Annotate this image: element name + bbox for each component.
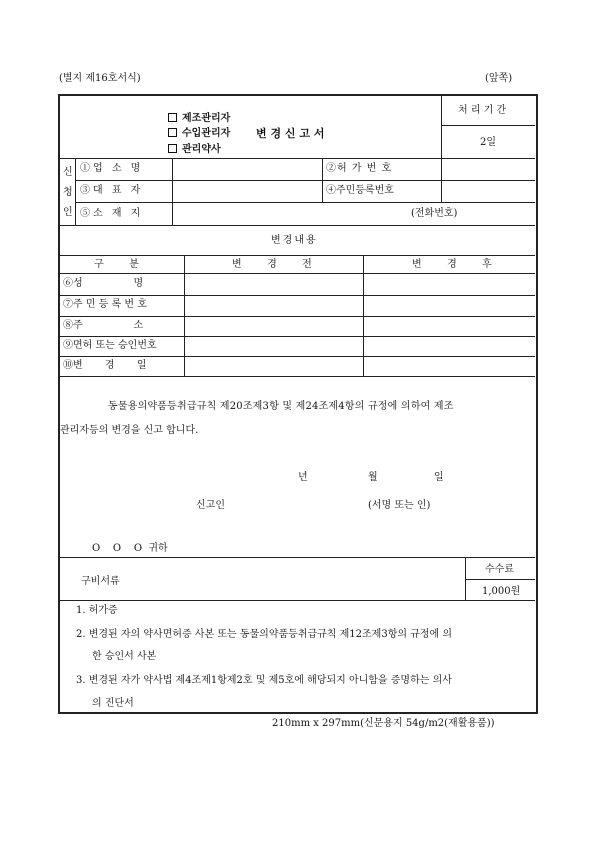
- document-item-2-continued: 한 승인서 사본: [92, 651, 157, 662]
- column-header-before: 변 경 전: [232, 259, 312, 270]
- before-field-license-number[interactable]: [185, 337, 362, 355]
- reporter-label: 신고인: [196, 500, 225, 511]
- row-label-change-date: ⑩변 경 일: [63, 360, 147, 371]
- applicant-side-label-2: 청: [63, 187, 73, 198]
- after-field-change-date[interactable]: [364, 357, 534, 375]
- statement-line-1: 동물용의약품등취급규칙 제20조제3항 및 제24조제4항의 규정에 의하여 제조: [108, 401, 454, 412]
- date-year-label: 년: [298, 472, 308, 483]
- row-label-resident-number: ⑦주 민 등 록 번 호: [63, 299, 147, 310]
- fee-value: 1,000원: [482, 586, 521, 597]
- representative-field[interactable]: [173, 181, 321, 201]
- before-field-name[interactable]: [185, 274, 362, 294]
- license-number-field[interactable]: [442, 159, 534, 179]
- row-label-license-number: ⑨면허 또는 승인번호: [63, 340, 157, 351]
- documents-label: 구비서류: [81, 576, 120, 587]
- processing-period-label: 처 리 기 간: [458, 105, 507, 116]
- column-header-after: 변 경 후: [412, 259, 492, 270]
- after-field-resident-number[interactable]: [364, 296, 534, 315]
- address-label: ⑤소 재 지: [80, 208, 144, 219]
- before-field-change-date[interactable]: [185, 357, 362, 375]
- checkbox-icon[interactable]: [168, 113, 177, 122]
- fee-label: 수수료: [485, 564, 514, 575]
- form-number: (별지 제16호서식): [59, 73, 141, 84]
- row-label-name: ⑥성 명: [63, 278, 144, 289]
- option-pharmacist-manager[interactable]: 관리약사: [168, 144, 221, 155]
- document-item-1: 1. 허가증: [76, 605, 118, 616]
- before-field-address[interactable]: [185, 317, 362, 335]
- business-name-label: ①업 소 명: [80, 163, 144, 174]
- phone-label: (전화번호): [411, 208, 458, 219]
- applicant-side-label-3: 인: [63, 207, 73, 218]
- page-side-label: (앞쪽): [485, 73, 513, 84]
- checkbox-icon[interactable]: [168, 144, 177, 153]
- applicant-side-label-1: 신: [63, 167, 73, 178]
- document-item-3-continued: 의 진단서: [92, 698, 134, 709]
- after-field-name[interactable]: [364, 274, 534, 294]
- before-field-resident-number[interactable]: [185, 296, 362, 315]
- option-manufacturing-manager[interactable]: 제조관리자: [168, 113, 230, 124]
- after-field-address[interactable]: [364, 317, 534, 335]
- changes-section-title: 변경내용: [271, 235, 318, 246]
- resident-number-field[interactable]: [442, 181, 534, 201]
- after-field-license-number[interactable]: [364, 337, 534, 355]
- document-item-3: 3. 변경된 자가 약사법 제4조제1항제2호 및 제5호에 해당되지 아니함을 증명하는 의사: [76, 675, 452, 686]
- license-number-label: ②허 가 번 호: [326, 163, 393, 174]
- representative-label: ③대 표 자: [80, 185, 144, 196]
- column-header-category: 구 분: [94, 259, 139, 270]
- address-field[interactable]: [173, 203, 534, 224]
- signature-label: (서명 또는 인): [368, 500, 431, 511]
- option-import-manager[interactable]: 수입관리자: [168, 128, 230, 139]
- resident-number-label: ④주민등록번호: [326, 185, 394, 196]
- statement-line-2: 관리자등의 변경을 신고 합니다.: [60, 425, 199, 436]
- checkbox-icon[interactable]: [168, 128, 177, 137]
- date-month-label: 월: [368, 472, 378, 483]
- processing-period-value: 2일: [480, 137, 497, 148]
- form-title: 변 경 신 고 서: [256, 127, 325, 140]
- paper-spec-footer: 210mm x 297mm(신문용지 54g/m2(재활용품)): [272, 718, 495, 729]
- document-item-2: 2. 변경된 자의 약사면허증 사본 또는 동물의약품등취급규칙 제12조제3항의 규정에 의: [76, 629, 453, 640]
- row-label-address: ⑧주 소: [63, 320, 144, 331]
- business-name-field[interactable]: [173, 159, 321, 179]
- date-day-label: 일: [434, 472, 444, 483]
- addressee: O O O 귀하: [92, 543, 168, 554]
